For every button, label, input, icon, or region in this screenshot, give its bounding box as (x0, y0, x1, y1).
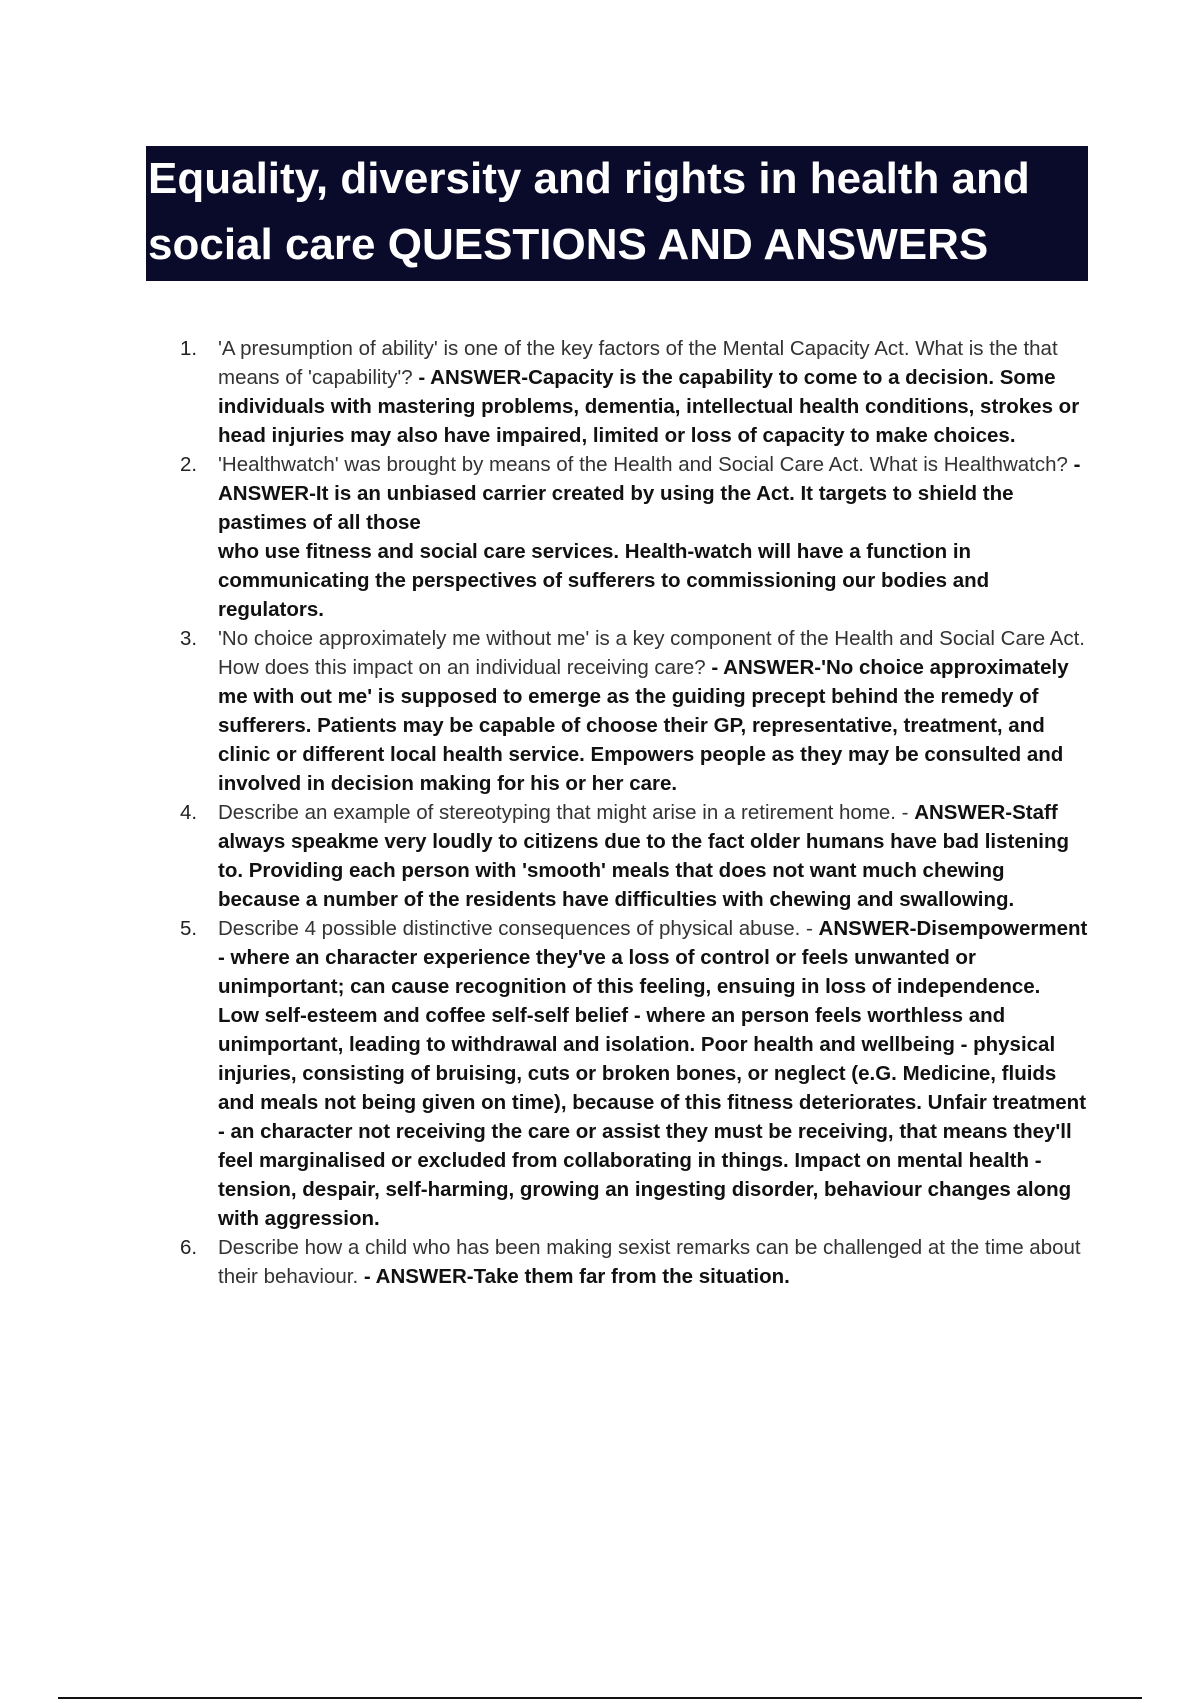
qa-item-3 (180, 624, 1092, 798)
page-bottom-divider (58, 1697, 1142, 1699)
answer-text: - ANSWER-Capacity is the capability to come to a decision. Some individuals with mastering problems, dementia, intellectual health conditions, strokes or head injuries may also have impaired, limited or loss of capacity to make choices. (218, 366, 1080, 447)
answer-text: ANSWER-Staff always speakme very loudly to citizens due to the fact older humans have bad listening to. Providing each person with 'smooth' meals that does not want much chewing because a number of the residents have difficulties with chewing and swallowing. (218, 801, 1069, 911)
qa-item-4 (180, 798, 1092, 914)
qa-item-2 (180, 450, 1092, 624)
question-text: 'No choice approximately me without me' is a key component of the Health and Social Care Act. How does this impact on an individual receiving care? (218, 627, 1085, 679)
document-title-banner (146, 146, 1088, 281)
answer-text: - ANSWER-Take them far from the situation. (363, 1265, 790, 1288)
item-number: 1. (180, 337, 198, 360)
qa-item-1 (180, 334, 1092, 450)
qa-list (180, 334, 1092, 1291)
qa-item-5 (180, 914, 1092, 1233)
question-text: Describe how a child who has been making sexist remarks can be challenged at the time about their behaviour. (218, 1236, 1081, 1288)
question-text: Describe 4 possible distinctive consequences of physical abuse. - (218, 917, 819, 940)
item-number: 5. (180, 917, 198, 940)
question-text: 'A presumption of ability' is one of the key factors of the Mental Capacity Act. What is the that means of 'capability'? (218, 337, 1058, 389)
item-number: 3. (180, 627, 198, 650)
item-number: 6. (180, 1236, 198, 1259)
document-title: Equality, diversity and rights in health and social care QUESTIONS AND ANSWERS (148, 154, 1030, 269)
item-number: 4. (180, 801, 198, 824)
answer-text: - ANSWER-'No choice approximately me with out me' is supposed to emerge as the guiding precept behind the remedy of sufferers. Patients may be capable of choose their GP, representative, treatment, and clinic or different local health service. Empowers people as they may be consulted and involved in decision making for his or her care. (218, 656, 1069, 795)
answer-text: - ANSWER-It is an unbiased carrier created by using the Act. It targets to shield the pastimes of all those who use fitness and social care services. Health-watch will have a function in communicating the perspectives of sufferers to commissioning our bodies and regulators. (218, 453, 1081, 621)
question-text: 'Healthwatch' was brought by means of the Health and Social Care Act. What is Healthwatch? (218, 453, 1074, 476)
question-text: Describe an example of stereotyping that might arise in a retirement home. - (218, 801, 915, 824)
answer-text: ANSWER-Disempowerment - where an character experience they've a loss of control or feels unwanted or unimportant; can cause recognition of this feeling, ensuing in loss of independence. Low self-esteem and coffee self-self belief - where an person feels worthless and unimportant, leading to withdrawal and isolation. Poor health and wellbeing - physical injuries, consisting of bruising, cuts or broken bones, or neglect (e.G. Medicine, fluids and meals not being given on time), because of this fitness deteriorates. Unfair treatment - an character not receiving the care or assist they must be receiving, that means they'll feel marginalised or excluded from collaborating in things. Impact on mental health - tension, despair, self-harming, growing an ingesting disorder, behaviour changes along with aggression. (218, 917, 1088, 1230)
qa-item-6 (180, 1233, 1092, 1291)
item-number: 2. (180, 453, 198, 476)
